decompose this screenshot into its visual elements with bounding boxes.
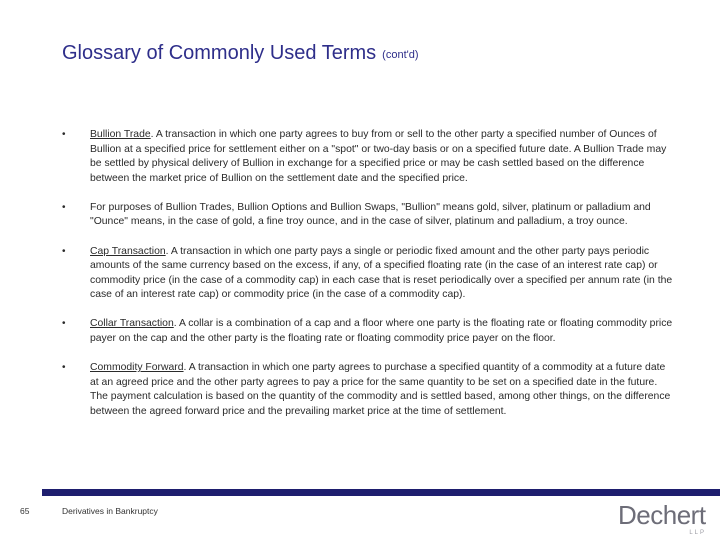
glossary-definition: For purposes of Bullion Trades, Bullion Options and Bullion Swaps, "Bullion" means gold, silver, platinum or palladium and "Ounce" means, in the case of gold, a fine troy ounce, and in the case of silver, platinum and palladium, a troy ounce. — [90, 201, 651, 228]
slide-title-main: Glossary of Commonly Used Terms — [62, 42, 377, 64]
footer-text: Derivatives in Bankruptcy — [62, 506, 158, 516]
glossary-definition: . A collar is a combination of a cap and a floor where one party is the floating rate or floating commodity price payer on the cap and the other party is the floating rate or floating commodity price payer on the floor. — [90, 318, 673, 345]
glossary-item-bullion-trade — [62, 128, 674, 186]
bullet-icon: • — [62, 362, 66, 374]
glossary-term: Bullion Trade — [90, 129, 151, 140]
page-number: 65 — [20, 506, 30, 516]
glossary-term: Cap Transaction — [90, 245, 166, 257]
glossary-item-cap-transaction — [62, 245, 674, 303]
glossary-definition: . A transaction in which one party agrees to buy from or sell to the other party a specified number of Ounces of Bullion at a specified price for settlement either on a "spot" or two-day basis or on a specified future date. A Bullion Trade may be settled by physical delivery of Bullion in exchange for a specified price or may be cash settled based on the difference between the market price of Bullion on the settlement date and the specified price. — [90, 129, 667, 184]
glossary-item-commodity-forward — [62, 361, 674, 419]
glossary-definition: . A transaction in which one party agrees to purchase a specified quantity of a commodity at a future date at an agreed price and the other party agrees to pay a price for the same quantity to be set on a specified date in the future. The payment calculation is based on the quantity of the commodity and is settled based, among other things, on the difference between the agreed forward price and the prevailing market price at the time of settlement. — [90, 362, 671, 417]
glossary-definition: . A transaction in which one party pays a single or periodic fixed amount and the other party pays periodic amounts of the same currency based on the excess, if any, of a specified floating rate (in the case of an interest rate cap) or commodity price (in the case of a commodity cap) in each case that is reset periodically over a specified per annum rate (in the case of an interest rate cap) or commodity price (in the case of a commodity cap). — [90, 245, 673, 301]
glossary-item-bullion-definition — [62, 201, 674, 230]
dechert-logo — [618, 500, 712, 536]
logo-wordmark: Dechert — [618, 500, 706, 530]
glossary-list — [62, 128, 674, 434]
footer-bar — [42, 489, 720, 496]
glossary-term: Commodity Forward — [90, 362, 184, 374]
logo-subtext: LLP — [689, 530, 706, 536]
glossary-term: Collar Transaction — [90, 318, 174, 330]
bullet-icon: • — [62, 129, 66, 140]
bullet-icon: • — [62, 245, 66, 257]
slide-title-suffix: (cont'd) — [382, 49, 419, 61]
bullet-icon: • — [62, 201, 66, 213]
bullet-icon: • — [62, 318, 66, 330]
slide-title — [62, 42, 419, 65]
glossary-item-collar-transaction — [62, 317, 674, 346]
